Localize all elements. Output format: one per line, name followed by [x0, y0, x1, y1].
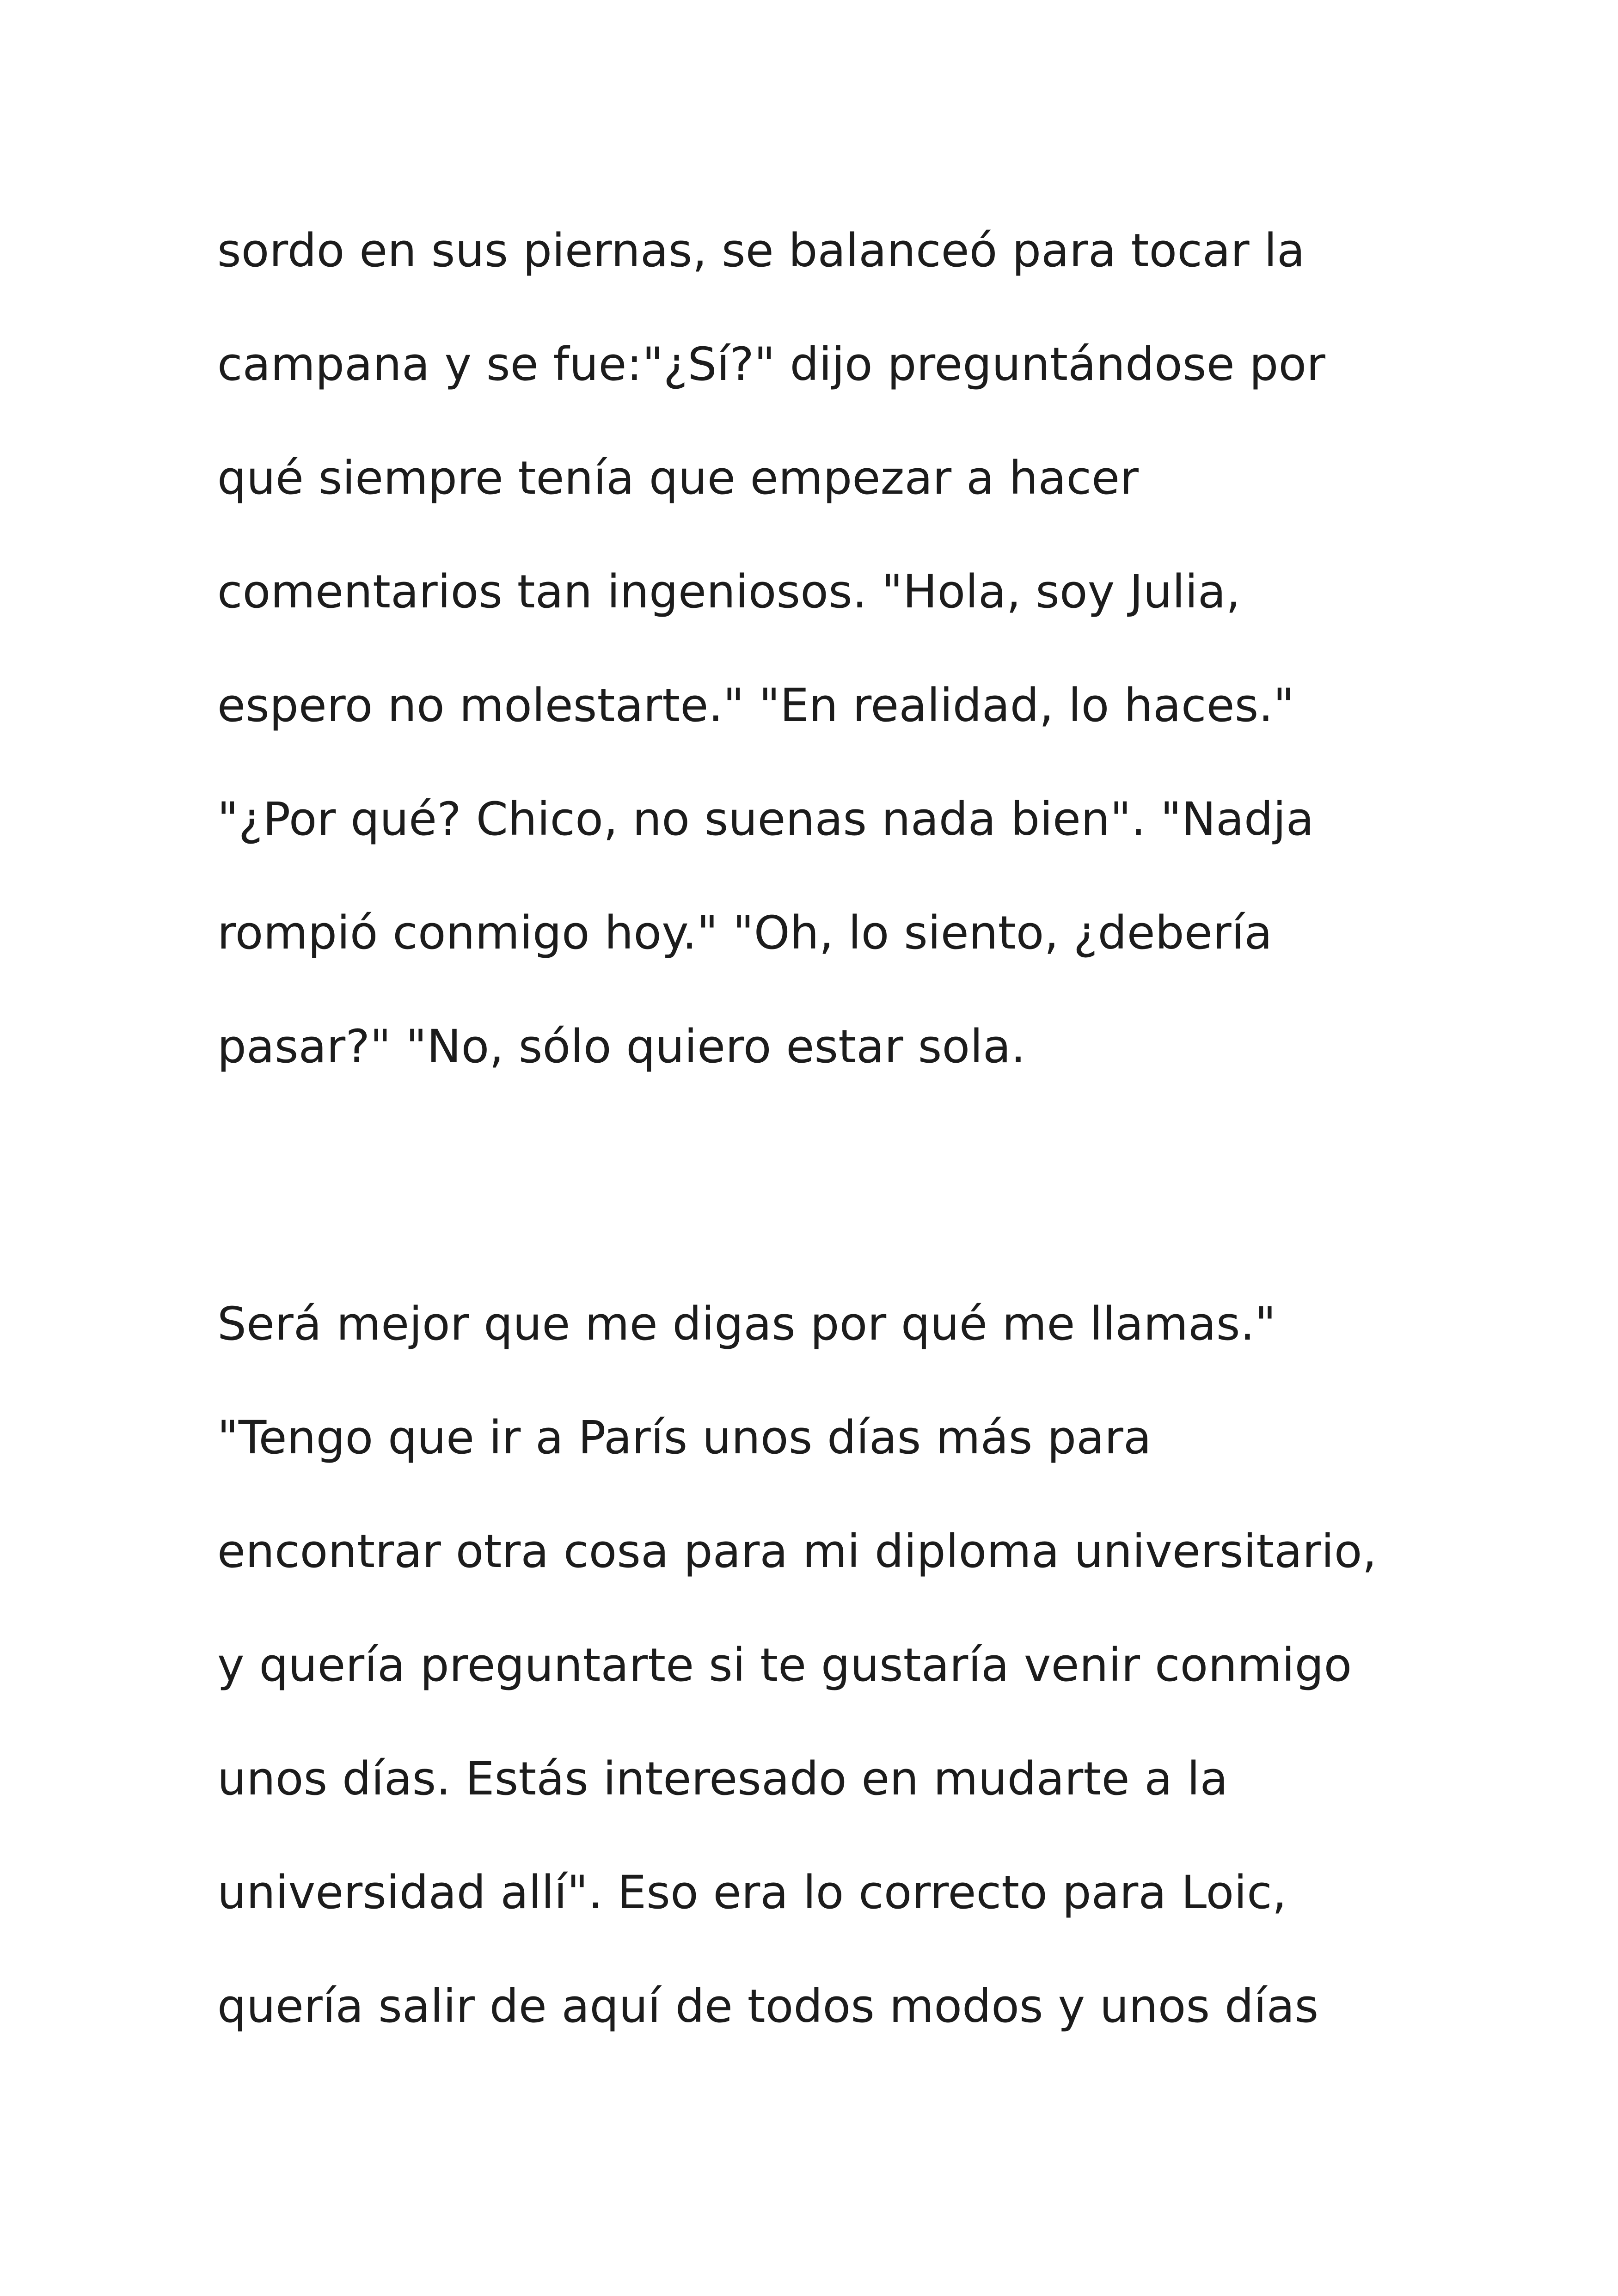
text-line: quería salir de aquí de todos modos y unos días [217, 1980, 1319, 2033]
text-line: unos días. Estás interesado en mudarte a la [217, 1752, 1228, 1806]
paragraph-1 [217, 194, 1558, 1104]
text-line: "¿Por qué? Chico, no suenas nada bien". "Nadja [217, 793, 1314, 846]
text-line: Será mejor que me digas por qué me llamas." [217, 1298, 1276, 1351]
text-line: encontrar otra cosa para mi diploma universitario, [217, 1525, 1377, 1578]
paragraph-2 [217, 1267, 1558, 2063]
text-line: qué siempre tenía que empezar a hacer [217, 452, 1139, 505]
text-line: rompió conmigo hoy." "Oh, lo siento, ¿debería [217, 906, 1273, 960]
text-line: campana y se fue:"¿Sí?" dijo preguntándose por [217, 338, 1326, 391]
text-line: comentarios tan ingeniosos. "Hola, soy Julia, [217, 565, 1241, 618]
text-line: espero no molestarte." "En realidad, lo haces." [217, 679, 1294, 732]
text-line: pasar?" "No, sólo quiero estar sola. [217, 1020, 1026, 1073]
text-line: y quería preguntarte si te gustaría venir conmigo [217, 1639, 1352, 1692]
text-line: sordo en sus piernas, se balanceó para tocar la [217, 224, 1305, 277]
text-line: "Tengo que ir a París unos días más para [217, 1411, 1152, 1464]
text-line: universidad allí". Eso era lo correcto para Loic, [217, 1866, 1287, 1919]
